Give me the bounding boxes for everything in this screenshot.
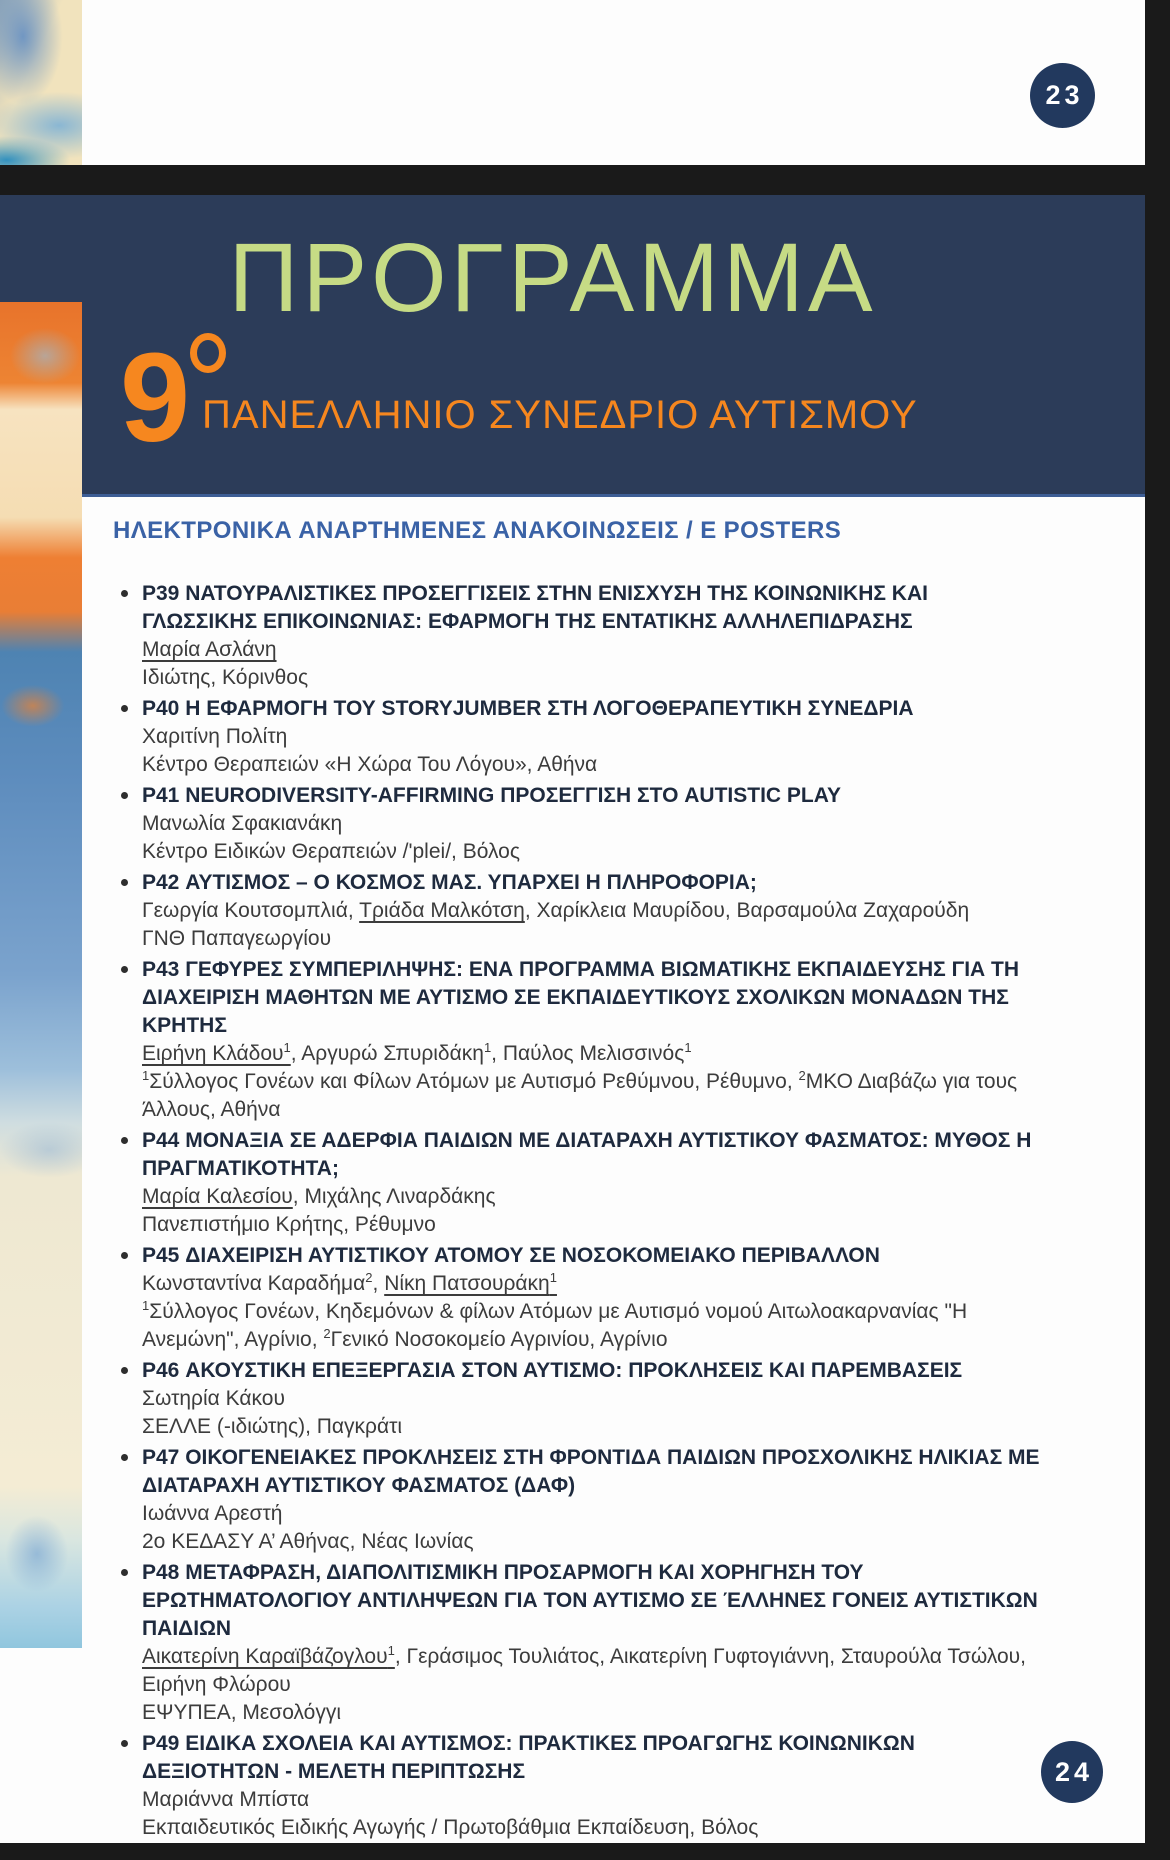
poster-affiliation: Κέντρο Ειδικών Θεραπειών /'plei/, Βόλος [142,840,520,863]
bullet-icon [121,1454,128,1461]
bullet-icon [121,1252,128,1259]
author-name: Χαρίκλεια Μαυρίδου [536,899,725,922]
poster-authors [142,810,1047,838]
poster-item [142,782,1047,866]
poster-title [142,1444,1047,1500]
program-title: ΠΡΟΓΡΑΜΜΑ [228,223,877,332]
edition-ordinal-icon [190,333,226,373]
author-name: Μανωλία Σφακιανάκη [142,812,343,835]
page-number-24: 24 [1054,1756,1094,1787]
poster-title-text: ΟΙΚΟΓΕΝΕΙΑΚΕΣ ΠΡΟΚΛΗΣΕΙΣ ΣΤΗ ΦΡΟΝΤΙΔΑ ΠΑΙΔΙΩΝ ΠΡΟΣΧΟΛΙΚΗΣ ΗΛΙΚΙΑΣ ΜΕ ΔΙΑΤΑΡΑΧΗ ΑΥΤΙΣΤΙΚΟΥ ΦΑΣΜΑΤΟΣ (ΔΑΦ) [142,1446,1040,1497]
author-name: Αικατερίνη Καραϊβάζογλου$^1$ [142,1643,395,1668]
poster-code: P45 [142,1244,180,1267]
poster-code: P46 [142,1359,180,1382]
poster-title-text: ΓΕΦΥΡΕΣ ΣΥΜΠΕΡΙΛΗΨΗΣ: ΕΝΑ ΠΡΟΓΡΑΜΜΑ ΒΙΩΜΑΤΙΚΗΣ ΕΚΠΑΙΔΕΥΣΗΣ ΓΙΑ ΤΗ ΔΙΑΧΕΙΡΙΣΗ ΜΑΘΗΤΩΝ ΜΕ ΑΥΤΙΣΜΟ ΣΕ ΕΚΠΑΙΔΕΥΤΙΚΟΥΣ ΣΧΟΛΙΚΩΝ ΜΟΝΑΔΩΝ ΤΗΣ ΚΡΗΤΗΣ [142,958,1020,1037]
bullet-icon [121,879,128,886]
poster-item [142,1559,1047,1727]
author-name: Νίκη Πατσουράκη$^1$ [384,1270,557,1295]
author-name: Μαρία Καλεσίου [142,1185,293,1208]
author-name: Βαρσαμούλα Ζαχαρούδη [736,899,970,922]
poster-code: P48 [142,1561,180,1584]
author-name: Αικατερίνη Γυφτογιάννη [609,1645,830,1668]
author-name: Σταυρούλα Τσώλου [840,1645,1021,1668]
poster-authors: Μαρία Καλεσίου, Μιχάλης Λιναρδάκης [142,1185,496,1208]
poster-title-text: ΕΙΔΙΚΑ ΣΧΟΛΕΙΑ ΚΑΙ ΑΥΤΙΣΜΟΣ: ΠΡΑΚΤΙΚΕΣ ΠΡΟΑΓΩΓΗΣ ΚΟΙΝΩΝΙΚΩΝ ΔΕΞΙΟΤΗΤΩΝ - ΜΕΛΕΤΗ ΠΕΡΙΠΤΩΣΗΣ [142,1732,915,1783]
poster-authors [142,636,1047,664]
program-subtitle: ΠΑΝΕΛΛΗΝΙΟ ΣΥΝΕΔΡΙΟ ΑΥΤΙΣΜΟΥ [202,393,918,437]
poster-title-text: ΝΑΤΟΥΡΑΛΙΣΤΙΚΕΣ ΠΡΟΣΕΓΓΙΣΕΙΣ ΣΤΗΝ ΕΝΙΣΧΥΣΗ ΤΗΣ ΚΟΙΝΩΝΙΚΗΣ ΚΑΙ ΓΛΩΣΣΙΚΗΣ ΕΠΙΚΟΙΝΩΝΙΑΣ: ΕΦΑΡΜΟΓΗ ΤΗΣ ΕΝΤΑΤΙΚΗΣ ΑΛΛΗΛΕΠΙΔΡΑΣΗΣ [142,582,928,633]
poster-item [142,1127,1047,1239]
poster-authors: Γεωργία Κουτσομπλιά, Τριάδα Μαλκότση, Χαρίκλεια Μαυρίδου, Βαρσαμούλα Ζαχαρούδη [142,899,970,922]
author-name: Μαριάννα Μπίστα [142,1788,310,1811]
poster-title [142,869,1047,897]
poster-code: P41 [142,784,180,807]
poster-authors: Ειρήνη Κλάδου$^1$, Αργυρώ Σπυριδάκη$^1$, Παύλος Μελισσινός$^1$ [142,1040,692,1065]
poster-item [142,580,1047,692]
bullet-icon [121,966,128,973]
poster-title [142,580,1047,636]
poster-item [142,1444,1047,1556]
author-name: Παύλος Μελισσινός$^1$ [502,1040,692,1065]
poster-item [142,869,1047,953]
author-name: Ειρήνη Κλάδου$^1$ [142,1040,291,1065]
page-24 [0,195,1145,1843]
author-name: Μιχάλης Λιναρδάκης [304,1185,496,1208]
poster-code: P47 [142,1446,180,1469]
author-name: Χαριτίνη Πολίτη [142,725,288,748]
poster-title-text: ΜΟΝΑΞΙΑ ΣΕ ΑΔΕΡΦΙΑ ΠΑΙΔΙΩΝ ΜΕ ΔΙΑΤΑΡΑΧΗ ΑΥΤΙΣΤΙΚΟΥ ΦΑΣΜΑΤΟΣ: ΜΥΘΟΣ Η ΠΡΑΓΜΑΤΙΚΟΤΗΤΑ; [142,1129,1032,1180]
poster-affiliation: 2ο ΚΕΔΑΣΥ Α’ Αθήνας, Νέας Ιωνίας [142,1530,474,1553]
poster-affiliation: ΣΕΛΛΕ (-ιδιώτης), Παγκράτι [142,1415,403,1438]
author-name: Κωνσταντίνα Καραδήμα$^2$ [142,1270,373,1295]
author-name: Αργυρώ Σπυριδάκη$^1$ [301,1040,492,1065]
poster-code: P49 [142,1732,180,1755]
poster-item [142,956,1047,1124]
poster-authors [142,1385,1047,1413]
poster-title [142,1357,1047,1385]
poster-title [142,695,1047,723]
poster-title [142,1559,1047,1643]
poster-title-text: Η ΕΦΑΡΜΟΓΗ ΤΟΥ STORYJUMBER ΣΤΗ ΛΟΓΟΘΕΡΑΠΕΥΤΙΚΗ ΣΥΝΕΔΡΙΑ [185,697,914,720]
poster-affiliation: Πανεπιστήμιο Κρήτης, Ρέθυμνο [142,1213,436,1236]
poster-authors [142,723,1047,751]
edition-number: 9 [120,327,191,468]
page-number-23: 23 [1045,80,1084,110]
poster-affiliation: $^1$Σύλλογος Γονέων και Φίλων Ατόμων με Αυτισμό Ρεθύμνου, Ρέθυμνο, $^2$ΜΚΟ Διαβάζω για τους Άλλους, Αθήνα [142,1068,1018,1121]
page-number-badge-23 [1030,63,1095,128]
page-23 [0,0,1145,165]
poster-title [142,1127,1047,1183]
bullet-icon [121,1367,128,1374]
poster-authors [142,1500,1047,1528]
poster-code: P44 [142,1129,180,1152]
poster-affiliation: $^1$Σύλλογος Γονέων, Κηδεμόνων & φίλων Ατόμων με Αυτισμό νομού Αιτωλοακαρνανίας "Η Ανεμώνη", Αγρίνιο, $^2$Γενικό Νοσοκομείο Αγρινίου, Αγρίνιο [142,1298,968,1351]
author-name: Τριάδα Μαλκότση [359,899,525,922]
poster-code: P40 [142,697,180,720]
poster-title [142,956,1047,1040]
page-number-badge-24 [1041,1741,1103,1803]
poster-code: P42 [142,871,180,894]
program-header [0,195,1145,497]
poster-code: P43 [142,958,180,981]
poster-title-text: NEURODIVERSITY-AFFIRMING ΠΡΟΣΕΓΓΙΣΗ ΣΤΟ AUTISTIC PLAY [185,784,841,807]
poster-authors: Αικατερίνη Καραϊβάζογλου$^1$, Γεράσιμος Τουλιάτος, Αικατερίνη Γυφτογιάννη, Σταυρούλα Τσώλου, Ειρήνη Φλώρου [142,1643,1027,1696]
bullet-icon [121,1137,128,1144]
watercolor-strip-top [0,0,82,165]
author-name: Γεωργία Κουτσομπλιά [142,899,348,922]
poster-affiliation: Εκπαιδευτικός Ειδικής Αγωγής / Πρωτοβάθμια Εκπαίδευση, Βόλος [142,1816,759,1839]
poster-authors: Κωνσταντίνα Καραδήμα$^2$, Νίκη Πατσουράκη$^1$ [142,1270,557,1295]
poster-code: P39 [142,582,180,605]
poster-authors [142,1786,1047,1814]
author-name: Σωτηρία Κάκου [142,1387,285,1410]
poster-title [142,1242,1047,1270]
bullet-icon [121,705,128,712]
author-name: Μαρία Ασλάνη [142,638,277,661]
poster-item [142,695,1047,779]
poster-affiliation: ΕΨΥΠΕΑ, Μεσολόγγι [142,1701,342,1724]
bullet-icon [121,1569,128,1576]
poster-title-text: ΑΥΤΙΣΜΟΣ – Ο ΚΟΣΜΟΣ ΜΑΣ. ΥΠΑΡΧΕΙ Η ΠΛΗΡΟΦΟΡΙΑ; [185,871,757,894]
author-name: Γεράσιμος Τουλιάτος [406,1645,600,1668]
section-heading: ΗΛΕΚΤΡΟΝΙΚΑ ΑΝΑΡΤΗΜΕΝΕΣ ΑΝΑΚΟΙΝΩΣΕΙΣ / E POSTERS [113,517,842,544]
poster-item [142,1730,1047,1842]
poster-title [142,1730,1047,1786]
watercolor-strip-main [0,302,82,1648]
posters-list [142,580,1047,1845]
poster-affiliation: ΓΝΘ Παπαγεωργίου [142,927,332,950]
poster-item [142,1357,1047,1441]
poster-title-text: ΔΙΑΧΕΙΡΙΣΗ ΑΥΤΙΣΤΙΚΟΥ ΑΤΟΜΟΥ ΣΕ ΝΟΣΟΚΟΜΕΙΑΚΟ ΠΕΡΙΒΑΛΛΟΝ [185,1244,880,1267]
poster-title [142,782,1047,810]
bullet-icon [121,792,128,799]
bullet-icon [121,590,128,597]
poster-affiliation: Κέντρο Θεραπειών «Η Χώρα Του Λόγου», Αθήνα [142,753,598,776]
author-name: Ειρήνη Φλώρου [142,1673,291,1696]
poster-item [142,1242,1047,1354]
bullet-icon [121,1740,128,1747]
poster-title-text: ΑΚΟΥΣΤΙΚΗ ΕΠΕΞΕΡΓΑΣΙΑ ΣΤΟΝ ΑΥΤΙΣΜΟ: ΠΡΟΚΛΗΣΕΙΣ ΚΑΙ ΠΑΡΕΜΒΑΣΕΙΣ [185,1359,963,1382]
poster-title-text: ΜΕΤΑΦΡΑΣΗ, ΔΙΑΠΟΛΙΤΙΣΜΙΚΗ ΠΡΟΣΑΡΜΟΓΗ ΚΑΙ ΧΟΡΗΓΗΣΗ ΤΟΥ ΕΡΩΤΗΜΑΤΟΛΟΓΙΟΥ ΑΝΤΙΛΗΨΕΩΝ ΓΙΑ ΤΟΝ ΑΥΤΙΣΜΟ ΣΕ ΈΛΛΗΝΕΣ ΓΟΝΕΙΣ ΑΥΤΙΣΤΙΚΩΝ ΠΑΙΔΙΩΝ [142,1561,1038,1640]
poster-affiliation: Ιδιώτης, Κόρινθος [142,666,309,689]
author-name: Ιωάννα Αρεστή [142,1502,283,1525]
